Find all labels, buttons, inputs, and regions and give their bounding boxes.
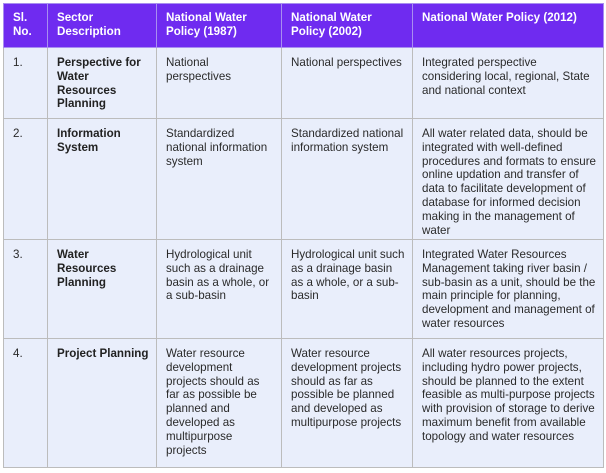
cell-policy-2002: Hydrological unit such as a drainage basin as a whole, or a sub-basin — [282, 240, 413, 339]
table-body — [4, 48, 604, 468]
header-row — [4, 4, 604, 48]
table-row — [4, 48, 604, 119]
cell-sector: Information System — [48, 119, 157, 240]
table-header — [4, 4, 604, 48]
water-policy-comparison-table — [3, 3, 604, 468]
table-row — [4, 240, 604, 339]
cell-sl-no: 3. — [4, 240, 48, 339]
cell-sl-no: 2. — [4, 119, 48, 240]
cell-policy-2002: National perspectives — [282, 48, 413, 119]
table-row — [4, 339, 604, 468]
cell-sector: Water Resources Planning — [48, 240, 157, 339]
cell-policy-2012: All water related data, should be integrated with well-defined procedures and formats to ensure online updation and transfer of data to facilitate development of database for informed decision making in the management of water — [413, 119, 604, 240]
cell-policy-2002: Water resource development projects should as far as possible be planned and developed as multipurpose projects — [282, 339, 413, 468]
table-row — [4, 119, 604, 240]
header-policy-2002: National Water Policy (2002) — [282, 4, 413, 48]
cell-policy-2012: Integrated perspective considering local, regional, State and national context — [413, 48, 604, 119]
header-sector-description: Sector Description — [48, 4, 157, 48]
header-policy-1987: National Water Policy (1987) — [157, 4, 282, 48]
cell-policy-1987: Water resource development projects should as far as possible be planned and developed as multipurpose projects — [157, 339, 282, 468]
cell-sl-no: 4. — [4, 339, 48, 468]
cell-sl-no: 1. — [4, 48, 48, 119]
cell-sector: Project Planning — [48, 339, 157, 468]
cell-policy-2012: Integrated Water Resources Management taking river basin / sub-basin as a unit, should be the main principle for planning, development and management of water resources — [413, 240, 604, 339]
cell-policy-1987: National perspectives — [157, 48, 282, 119]
cell-policy-1987: Hydrological unit such as a drainage basin as a whole, or a sub-basin — [157, 240, 282, 339]
cell-policy-2002: Standardized national information system — [282, 119, 413, 240]
cell-sector: Perspective for Water Resources Planning — [48, 48, 157, 119]
header-policy-2012: National Water Policy (2012) — [413, 4, 604, 48]
cell-policy-2012: All water resources projects, including hydro power projects, should be planned to the extent feasible as multi-purpose projects with provision of storage to derive maximum benefit from available topology and water resources — [413, 339, 604, 468]
header-sl-no: Sl. No. — [4, 4, 48, 48]
cell-policy-1987: Standardized national information system — [157, 119, 282, 240]
